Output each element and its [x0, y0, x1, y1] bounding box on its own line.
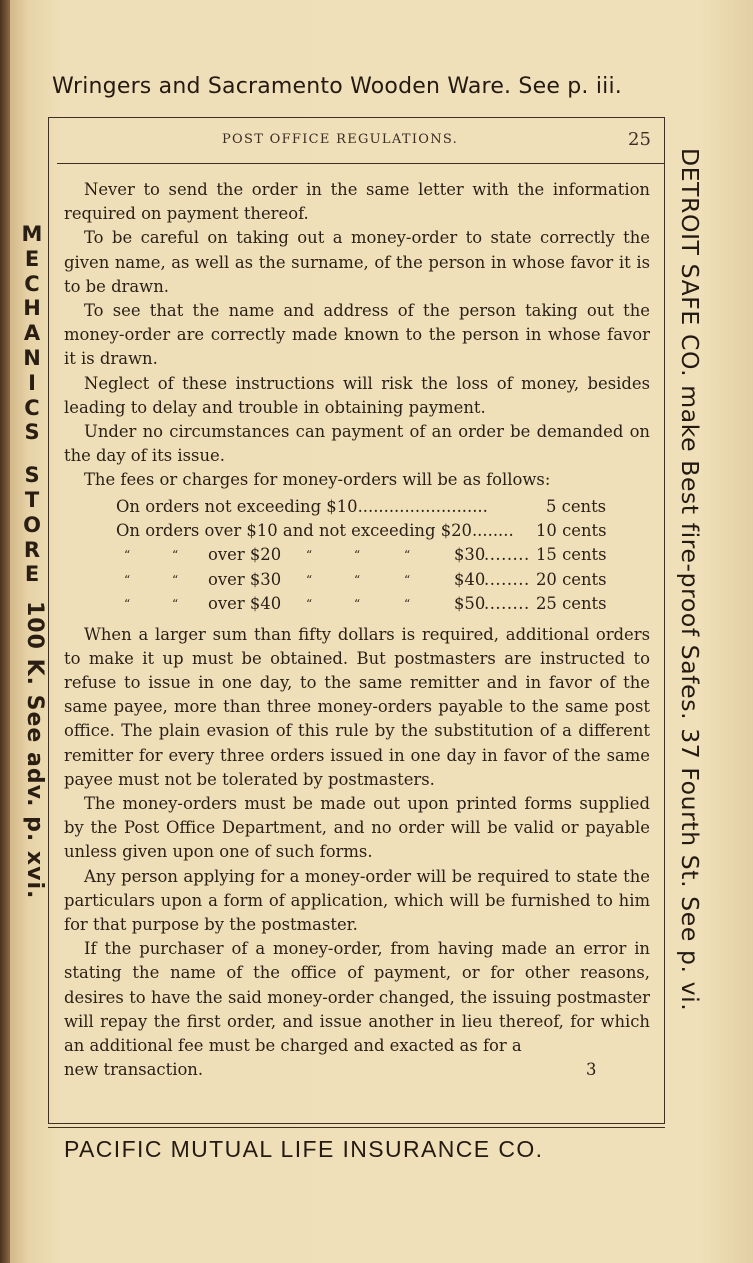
ditto-mark: “ [172, 548, 179, 563]
fee-dots: ........ [484, 594, 530, 614]
left-ad-letter: N [23, 345, 41, 370]
left-ad-letter: E [24, 246, 40, 271]
paragraph: The fees or charges for money-orders will be as follows: [84, 470, 551, 490]
ditto-mark: “ [124, 548, 131, 563]
paragraph: To see that the name and address of the person taking out the money-order are correctly made known to the person in whose favor it is drawn. [64, 301, 650, 369]
paragraph: If the purchaser of a money-order, from having made an error in stating the name of the office of payment, or for other reasons, desires to have the said money-order changed, the issuing postmaster will repay the first order, and issue another in lieu thereof, for which an additional fee must be charged and exacted as for a [64, 939, 650, 1056]
fee-dots: ........ [484, 569, 530, 589]
ditto-mark: “ [354, 597, 361, 612]
paragraph: When a larger sum than fifty dollars is required, additional orders to make it up must be obtained. But postmasters are instructed to refuse to issue in one day, to the same remitter and in favor of the same payee, more than three money-orders payable to the same post office. The plain evasion of this rule by the substitution of a different remitter for every three orders issued in one day in favor of the same payee must not be tolerated by postmasters. [64, 624, 650, 789]
left-ad-letter: E [24, 562, 40, 587]
fee-over: over $30 [208, 569, 282, 589]
fee-row [64, 592, 650, 616]
last-line-text: new transaction. [64, 1060, 204, 1080]
left-ad-letter: O [23, 512, 41, 537]
right-margin-advertisement: DETROIT SAFE CO. make Best fire-proof Safes. 37 Fourth St. See p. vi. [676, 148, 704, 1012]
fee-table [64, 495, 650, 617]
ditto-mark: “ [354, 548, 361, 563]
paragraph: Any person applying for a money-order will be required to state the particulars upon a form of application, which will be furnished to him for that purpose by the postmaster. [64, 866, 650, 935]
paragraph: Never to send the order in the same letter with the information required on payment thereof. [64, 180, 650, 224]
left-ad-address: 100 K. See adv. p. xvi. [22, 601, 47, 900]
page-number: 25 [628, 129, 651, 150]
page-body [64, 178, 650, 1082]
left-ad-word-store [22, 463, 42, 587]
left-ad-letter: T [24, 487, 40, 512]
left-ad-letter: M [21, 222, 43, 246]
fee-row [64, 568, 650, 592]
ditto-mark: “ [124, 572, 131, 587]
paragraph: To be careful on taking out a money-order to state correctly the given name, as well as the surname, of the person in whose favor it is to be drawn. [64, 228, 650, 296]
ditto-mark: “ [404, 597, 411, 612]
left-ad-word-mechanics [22, 222, 42, 445]
last-line [64, 1058, 650, 1082]
left-ad-letter: C [24, 271, 40, 296]
left-margin-advertisement [21, 222, 47, 900]
header-rule [57, 163, 664, 164]
paragraph: Under no circumstances can payment of an order be demanded on the day of its issue. [64, 422, 650, 466]
left-ad-letter: C [24, 395, 40, 420]
paragraph: Neglect of these instructions will risk the loss of money, besides leading to delay and trouble in obtaining payment. [64, 373, 650, 417]
left-ad-letter: S [24, 463, 40, 488]
book-binding-edge [0, 0, 10, 1263]
paragraph: The money-orders must be made out upon printed forms supplied by the Post Office Department, and no order will be valid or payable unless given upon one of such forms. [64, 794, 650, 862]
fee-over: over $20 [208, 545, 282, 565]
bottom-advertisement-banner: PACIFIC MUTUAL LIFE INSURANCE CO. [64, 1136, 544, 1162]
fee-amount: 25 cents [536, 594, 607, 614]
fee-amount: 15 cents [536, 545, 607, 565]
fee-limit: $50 [454, 594, 486, 614]
left-ad-letter: R [23, 537, 41, 562]
fee-limit: $40 [454, 569, 486, 589]
ditto-mark: “ [124, 597, 131, 612]
ditto-mark: “ [306, 572, 313, 587]
fee-amount: 5 cents [546, 496, 607, 516]
ditto-mark: “ [172, 597, 179, 612]
left-ad-letter: I [28, 370, 36, 395]
fee-amount: 10 cents [536, 521, 607, 541]
ditto-mark: “ [404, 572, 411, 587]
ditto-mark: “ [306, 548, 313, 563]
running-head: POST OFFICE REGULATIONS. [222, 132, 459, 147]
signature-mark: 3 [586, 1060, 597, 1080]
left-ad-letter: A [23, 321, 41, 346]
fee-limit: $30 [454, 545, 486, 565]
fee-label: On orders over $10 and not exceeding $20........ [116, 521, 514, 541]
ditto-mark: “ [172, 572, 179, 587]
ditto-mark: “ [354, 572, 361, 587]
fee-label: On orders not exceeding $10......................... [116, 496, 488, 516]
fee-row [64, 543, 650, 567]
top-advertisement-banner: Wringers and Sacramento Wooden Ware. See p. iii. [52, 74, 622, 99]
left-ad-letter: H [23, 296, 41, 321]
fee-dots: ........ [484, 545, 530, 565]
fee-row [64, 495, 650, 519]
left-ad-letter: S [24, 420, 40, 445]
fee-over: over $40 [208, 594, 282, 614]
frame-double-rule [48, 1127, 665, 1128]
fee-amount: 20 cents [536, 569, 607, 589]
ditto-mark: “ [306, 597, 313, 612]
ditto-mark: “ [404, 548, 411, 563]
fee-row [64, 519, 650, 543]
